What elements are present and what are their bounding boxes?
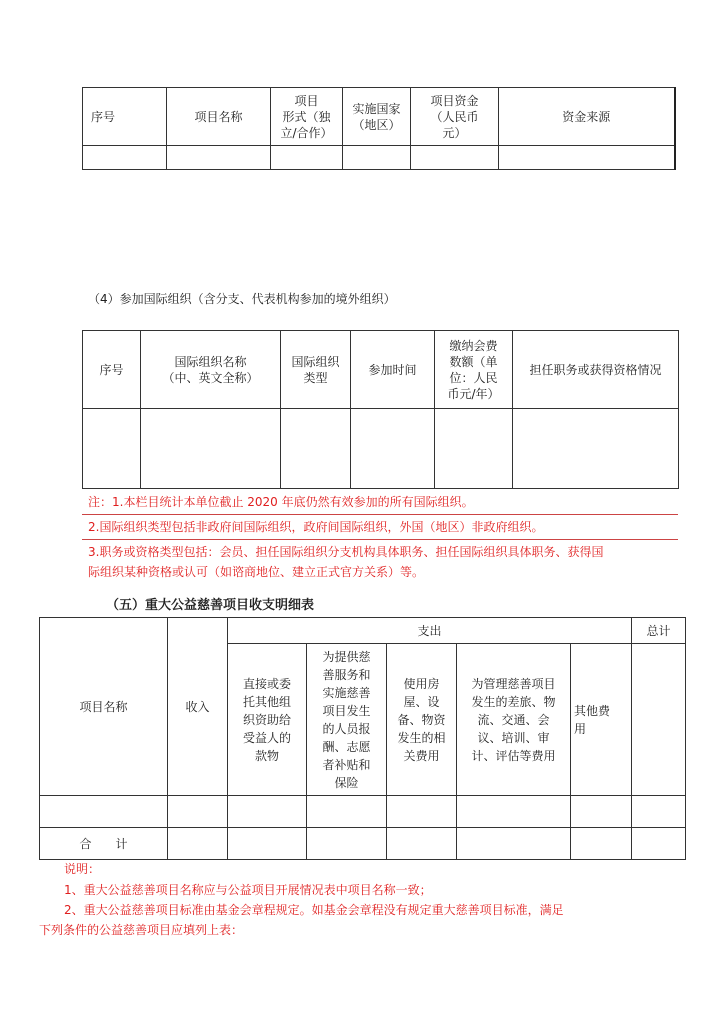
header-position: 担任职务或获得资格情况 <box>513 331 679 409</box>
cell-total-sub <box>632 644 686 796</box>
header-fee <box>435 331 513 409</box>
header-org-type-text: 国际组织 类型 <box>291 354 340 385</box>
explain-2b: 下列条件的公益慈善项目应填列上表： <box>39 923 244 937</box>
cell-empty[interactable] <box>457 796 571 828</box>
cell-empty[interactable] <box>435 409 513 489</box>
header-project-form <box>271 88 343 146</box>
header-funds-text: 项目资金 （人民币 元） <box>430 93 479 140</box>
cell-empty[interactable] <box>83 146 167 170</box>
note-3a: 3.职务或资格类型包括：会员、担任国际组织分支机构具体职务、担任国际组织具体职务、获得国 <box>88 545 604 559</box>
header-country-text: 实施国家 （地区） <box>352 101 401 132</box>
header-other-cost <box>571 644 632 796</box>
cell-empty[interactable] <box>343 146 411 170</box>
header-org-name <box>141 331 281 409</box>
note-1: 注：1.本栏目统计本单位截止 2020 年底仍然有效参加的所有国际组织。 <box>88 495 474 509</box>
header-project-form-text: 项目 形式（独 立/合作） <box>280 93 333 140</box>
cell-empty[interactable] <box>168 796 228 828</box>
header-fee-text: 缴纳会费 数额（单 位：人民 币元/年） <box>447 338 500 401</box>
cell-empty[interactable] <box>168 828 228 860</box>
explain-title: 说明： <box>64 862 101 876</box>
note-3b: 际组织某种资格或认可（如谘商地位、建立正式官方关系）等。 <box>88 565 425 579</box>
cell-empty[interactable] <box>632 796 686 828</box>
header-fund-source: 资金来源 <box>499 88 675 146</box>
cell-empty[interactable] <box>83 409 141 489</box>
note-divider <box>82 514 678 515</box>
header-staff-cost-text: 为提供慈 善服务和 实施慈善 项目发生 的人员报 酬、志愿 者补贴和 保险 <box>322 649 371 790</box>
cell-empty[interactable] <box>457 828 571 860</box>
header-total: 总计 <box>632 618 686 644</box>
charity-expense-table <box>39 617 686 860</box>
note-2: 2.国际组织类型包括非政府间国际组织，政府间国际组织，外国（地区）非政府组织。 <box>88 520 544 534</box>
cell-empty[interactable] <box>40 796 168 828</box>
cell-empty[interactable] <box>411 146 499 170</box>
sum-row-label: 合 计 <box>40 828 168 860</box>
header-admin-cost <box>457 644 571 796</box>
header-grant-text: 直接或委 托其他组 织资助给 受益人的 款物 <box>242 676 291 763</box>
header-staff-cost <box>307 644 387 796</box>
cell-empty[interactable] <box>351 409 435 489</box>
explain-2a: 2、重大公益慈善项目标准由基金会章程规定。如基金会章程没有规定重大慈善项目标准，满足 <box>64 903 564 917</box>
header-facility-cost <box>387 644 457 796</box>
cell-empty[interactable] <box>228 828 307 860</box>
section5-title: （五）重大公益慈善项目收支明细表 <box>106 598 315 613</box>
cell-empty[interactable] <box>307 796 387 828</box>
header-org-type <box>281 331 351 409</box>
explain-1: 1、重大公益慈善项目名称应与公益项目开展情况表中项目名称一致； <box>64 883 432 897</box>
project-table <box>82 87 676 170</box>
header-project-name: 项目名称 <box>40 618 168 796</box>
cell-empty[interactable] <box>387 828 457 860</box>
header-income: 收入 <box>168 618 228 796</box>
cell-empty[interactable] <box>271 146 343 170</box>
header-seq: 序号 <box>83 331 141 409</box>
cell-empty[interactable] <box>281 409 351 489</box>
cell-empty[interactable] <box>307 828 387 860</box>
cell-empty[interactable] <box>632 828 686 860</box>
cell-empty[interactable] <box>499 146 675 170</box>
cell-empty[interactable] <box>571 828 632 860</box>
header-grant <box>228 644 307 796</box>
header-seq: 序号 <box>83 88 167 146</box>
cell-empty[interactable] <box>387 796 457 828</box>
header-other-cost-text: 其他费 用 <box>574 703 611 736</box>
intl-org-table <box>82 330 679 489</box>
header-admin-cost-text: 为管理慈善项目 发生的差旅、物 流、交通、会 议、培训、审 计、评估等费用 <box>471 676 556 763</box>
header-project-name: 项目名称 <box>167 88 271 146</box>
header-facility-cost-text: 使用房 屋、设 备、物资 发生的相 关费用 <box>397 676 446 763</box>
header-funds <box>411 88 499 146</box>
section4-title: （4）参加国际组织（含分支、代表机构参加的境外组织） <box>88 292 396 306</box>
note-divider <box>82 539 678 540</box>
cell-empty[interactable] <box>513 409 679 489</box>
cell-empty[interactable] <box>571 796 632 828</box>
header-country <box>343 88 411 146</box>
cell-empty[interactable] <box>167 146 271 170</box>
cell-empty[interactable] <box>141 409 281 489</box>
cell-empty[interactable] <box>228 796 307 828</box>
header-join-time: 参加时间 <box>351 331 435 409</box>
header-expense: 支出 <box>228 618 632 644</box>
header-org-name-text: 国际组织名称 （中、英文全称） <box>162 354 259 385</box>
